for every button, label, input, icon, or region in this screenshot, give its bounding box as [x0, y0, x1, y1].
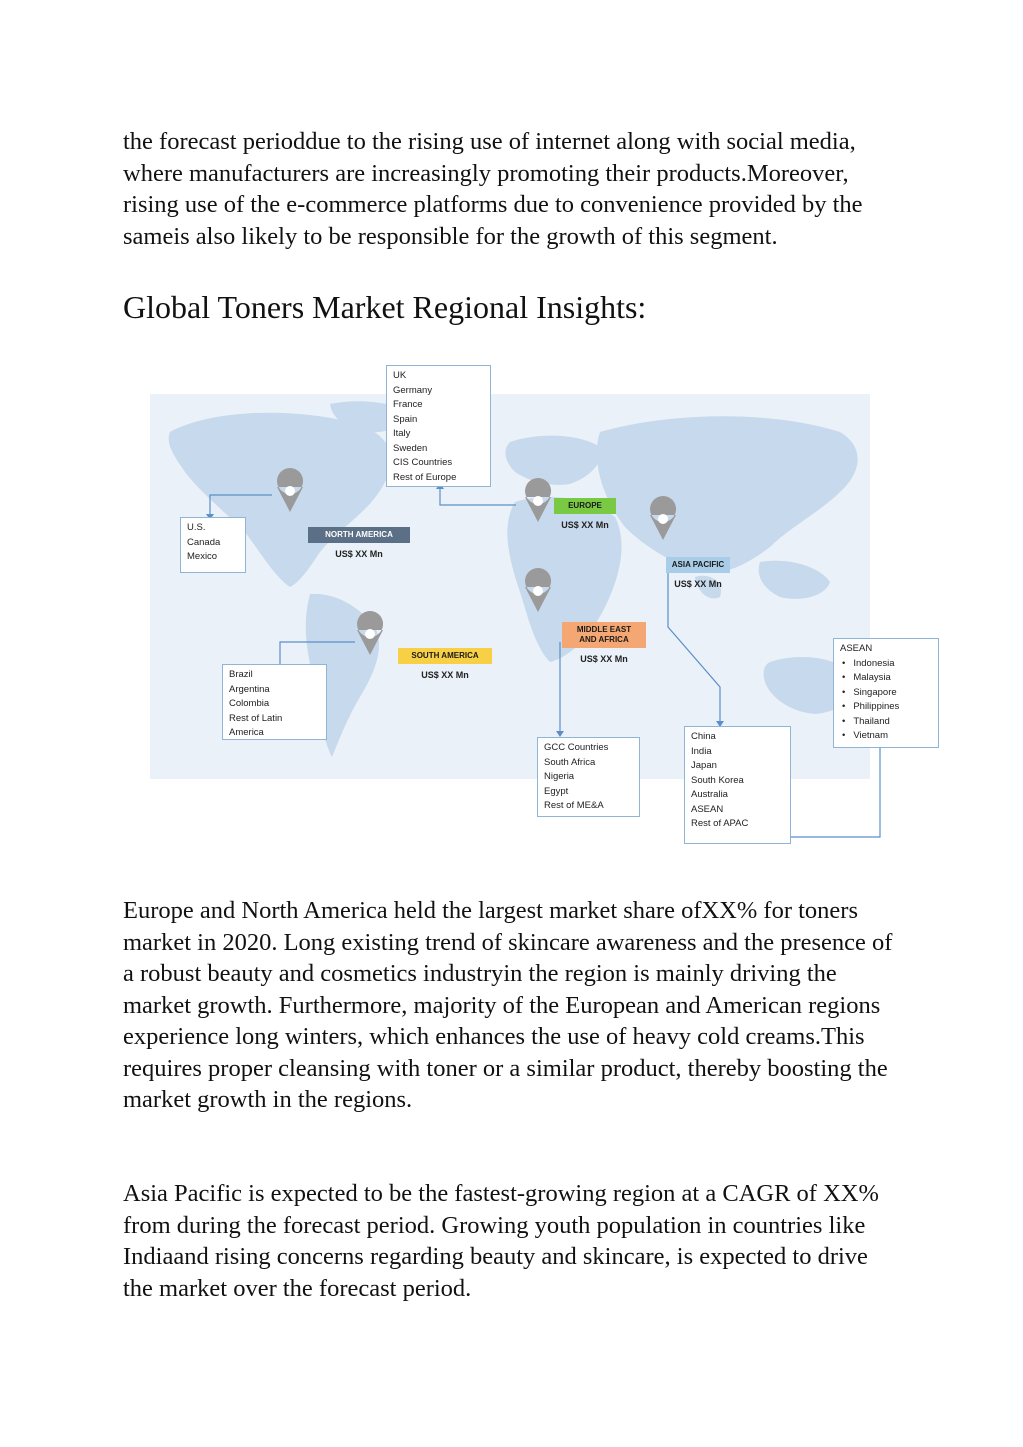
country-list-item: Italy: [393, 428, 411, 439]
country-list-item: South Africa: [544, 756, 596, 768]
country-list-item: India: [691, 745, 712, 757]
section-heading: Global Toners Market Regional Insights:: [123, 289, 647, 325]
country-list-item: Argentina: [229, 683, 270, 695]
region-asia-pacific-value: US$ XX Mn: [674, 579, 722, 589]
region-north-america-label: NORTH AMERICA: [308, 527, 410, 543]
country-list-item: South Korea: [691, 774, 744, 786]
region-asia-pacific: [666, 557, 730, 589]
country-list-item: Spain: [393, 413, 418, 425]
country-list-item: UK: [393, 370, 407, 381]
region-asia-pacific-label: ASIA PACIFIC: [666, 557, 730, 573]
asia-pacific-country-list: [684, 726, 791, 844]
country-list-item: Rest of ME&A: [544, 800, 604, 811]
country-list-item: France: [393, 399, 423, 410]
country-list-item: Nigeria: [544, 771, 575, 782]
asean-country-list: [833, 638, 939, 748]
country-list-item: Japan: [691, 760, 717, 771]
region-south-america-label: SOUTH AMERICA: [398, 648, 492, 664]
region-middle-east-africa-label: [562, 622, 646, 648]
europe-country-list: [386, 365, 491, 487]
country-list-item: Rest of Europe: [393, 471, 457, 483]
region-south-america-value: US$ XX Mn: [421, 670, 469, 680]
country-list-item: Egypt: [544, 785, 569, 797]
asia-pacific-paragraph: Asia Pacific is expected to be the fastest-growing region at a CAGR of XX% from during the forecast period. Growing youth population in countries like Indiaand rising concerns regarding beauty and skincare, is expected to drive the market over the forecast period.: [123, 1180, 879, 1302]
north-america-country-list: [180, 517, 246, 573]
country-list-item: GCC Countries: [544, 742, 609, 753]
country-list-item: Sweden: [393, 442, 428, 454]
country-list-item: • Singapore: [840, 686, 932, 701]
country-list-item: ASEAN: [691, 803, 724, 815]
region-mea-label-line2: AND AFRICA: [579, 635, 629, 644]
country-list-item: Germany: [393, 384, 433, 396]
region-middle-east-africa-value: US$ XX Mn: [580, 654, 628, 664]
region-europe-label: EUROPE: [554, 498, 616, 514]
country-list-item: Brazil: [229, 669, 253, 680]
country-list-item: Australia: [691, 789, 728, 800]
country-list-item: Rest of APAC: [691, 818, 749, 829]
country-list-item: America: [229, 727, 264, 738]
region-south-america: [398, 648, 492, 680]
country-list-item: Rest of Latin: [229, 712, 283, 724]
country-list-item: CIS Countries: [393, 457, 453, 468]
country-list-item: • Vietnam: [840, 729, 932, 744]
region-mea-label-line1: MIDDLE EAST: [576, 625, 632, 634]
intro-paragraph: the forecast perioddue to the rising use of internet along with social media, where manufacturers are increasingly promoting their products.Moreover, rising use of the e-commerce platforms due to convenience provided by the sameis also likely to be responsible for the growth of this segment.: [123, 128, 863, 250]
europe-north-america-paragraph: Europe and North America held the largest market share ofXX% for toners market in 2020. Long existing trend of skincare awareness and the presence of a robust beauty and cosmetics industryin the region is mainly driving the market growth. Furthermore, majority of the European and American regions experience long winters, which enhances the use of heavy cold creams.This requires proper cleansing with toner or a similar product, thereby boosting the market growth in the regions.: [123, 897, 893, 1113]
country-list-item: • Malaysia: [840, 671, 932, 686]
region-north-america-value: US$ XX Mn: [335, 549, 383, 559]
region-middle-east-africa: [562, 622, 646, 664]
country-list-item: China: [691, 731, 716, 742]
asean-list-title: ASEAN: [840, 643, 873, 654]
region-europe-value: US$ XX Mn: [561, 520, 609, 530]
region-europe: [554, 498, 616, 530]
middle-east-africa-country-list: [537, 737, 640, 817]
south-america-country-list: [222, 664, 327, 740]
country-list-item: Colombia: [229, 698, 270, 709]
country-list-item: • Indonesia: [840, 657, 932, 672]
country-list-item: • Thailand: [840, 715, 932, 730]
regional-map-figure: [150, 362, 940, 847]
region-north-america: [308, 527, 410, 559]
country-list-item: Canada: [187, 536, 221, 548]
country-list-item: • Philippines: [840, 700, 932, 715]
country-list-item: U.S.: [187, 522, 206, 533]
country-list-item: Mexico: [187, 551, 218, 562]
